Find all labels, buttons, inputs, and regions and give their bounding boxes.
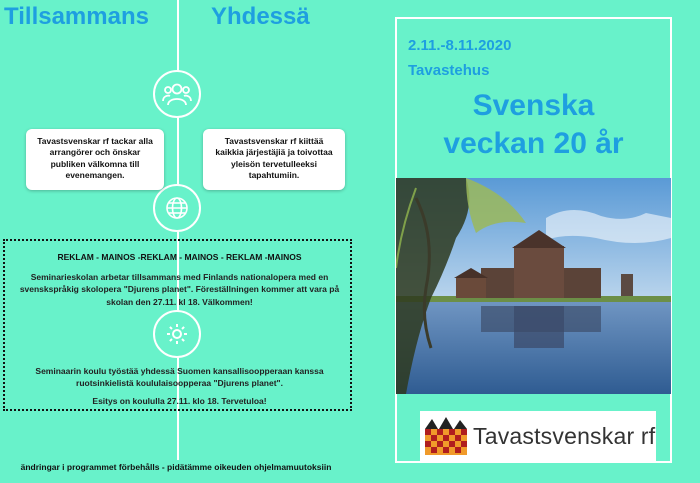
event-title — [395, 87, 672, 163]
event-title-line2: veckan 20 år — [443, 127, 624, 161]
people-icon-circle — [153, 70, 201, 118]
heading-yhdessa: Yhdessä — [211, 3, 310, 30]
logo-text: Tavastsvenskar rf — [473, 422, 656, 449]
people-icon — [162, 81, 192, 107]
castle-logo-icon — [424, 415, 468, 457]
ad-text-finnish-time: Esitys on koululla 27.11. klo 18. Tervetuloa! — [92, 396, 267, 406]
reklam-mainos-header: REKLAM - MAINOS -REKLAM - MAINOS - REKLAM -MAINOS — [57, 252, 302, 262]
advertisement-box — [3, 239, 352, 411]
program-change-notice: ändringar i programmet förbehålls - pidätämme oikeuden ohjelmamuutoksiin — [20, 462, 332, 472]
ad-text-swedish: Seminarieskolan arbetar tillsammans med Finlands nationalopera med en svenskspråkig skolopera "Djurens planet". Föreställningen kommer att vara på skolan den 27.11. kl 18. Välkommen! — [19, 272, 340, 307]
event-dates: 2.11.-8.11.2020 — [408, 37, 512, 54]
event-town: Tavastehus — [408, 62, 490, 79]
card-finnish-thanks: Tavastsvenskar rf kiittää kaikkia järjestäjiä ja toivottaa yleisön tervetulleeksi tapahtumiin. — [203, 129, 345, 190]
globe-icon — [164, 195, 190, 221]
card-swedish-thanks: Tavastsvenskar rf tackar alla arrangörer och önskar publiken välkomna till evenemangen. — [26, 129, 164, 190]
heading-tillsammans: Tillsammans — [4, 3, 149, 30]
organization-logo — [420, 411, 656, 461]
ad-text-finnish: Seminaarin koulu työstää yhdessä Suomen kansallisoopperaan kanssa ruotsinkielistä koululaisoopperaa "Djurens planet". — [35, 366, 324, 389]
castle-lake-photo — [396, 178, 671, 394]
globe-icon-circle — [153, 184, 201, 232]
event-title-line1: Svenska — [472, 89, 595, 122]
